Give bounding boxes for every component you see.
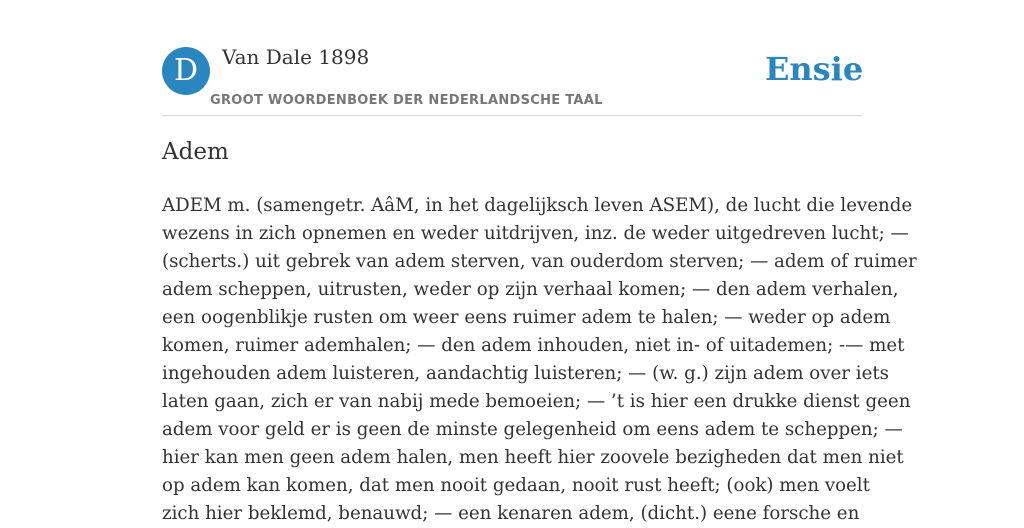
definition-line: laten gaan, zich er van nabij mede bemoeien; — ’t is hier een drukke dienst geen (162, 391, 911, 412)
dictionary-name[interactable]: Van Dale 1898 (222, 45, 370, 69)
entry-definition (162, 192, 917, 528)
header-divider (162, 115, 862, 116)
definition-line: adem scheppen, uitrusten, weder op zijn verhaal komen; — den adem verhalen, (162, 279, 899, 300)
definition-line: komen, ruimer ademhalen; — den adem inhouden, niet in- of uitademen; -— met (162, 335, 905, 356)
definition-line: op adem kan komen, dat men nooit gedaan, nooit rust heeft; (ook) men voelt (162, 475, 870, 496)
definition-line: (scherts.) uit gebrek van adem sterven, van ouderdom sterven; — adem of ruimer (162, 251, 917, 272)
definition-line: adem voor geld er is geen de minste gelegenheid om eens adem te scheppen; — (162, 419, 903, 440)
definition-line: ingehouden adem luisteren, aandachtig luisteren; — (w. g.) zijn adem over iets (162, 363, 889, 384)
definition-line: een oogenblikje rusten om weer eens ruimer adem te halen; — weder op adem (162, 307, 891, 328)
definition-line: hier kan men geen adem halen, men heeft hier zoovele bezigheden dat men niet (162, 447, 904, 468)
dictionary-logo[interactable]: D (162, 47, 210, 95)
brand-logo[interactable]: Ensie (765, 50, 864, 88)
dictionary-subtitle: GROOT WOORDENBOEK DER NEDERLANDSCHE TAAL (210, 93, 603, 108)
entry-headword: Adem (162, 139, 229, 165)
definition-line: ADEM m. (samengetr. AâM, in het dagelijksch leven ASEM), de lucht die levende (162, 195, 913, 216)
definition-line: zich hier beklemd, benauwd; — een kenaren adem, (dicht.) eene forsche en (162, 503, 860, 524)
definition-line: wezens in zich opnemen en weder uitdrijven, inz. de weder uitgedreven lucht; — (162, 223, 909, 244)
